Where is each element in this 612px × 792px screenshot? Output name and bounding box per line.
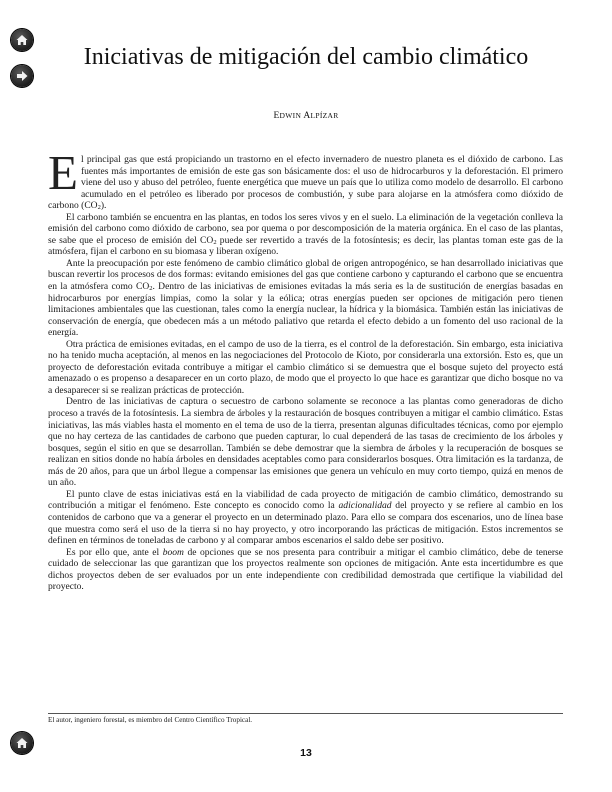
paragraph-5: Dentro de las iniciativas de captura o secuestro de carbono solamente se reconoce a las plantas como generadoras de dicho proceso a través de la fotosíntesis. La siembra de árboles y la restauración de bosques contribuyen a mitigar el cambio climático. Estas iniciativas, las más viables hasta el momento en el tema de uso de la tierra, presentan algunas dificultades técnicas, como por ejemplo que no hay certeza de las cantidades de carbono que pueden capturar, lo cual dependerá de las tasas de crecimiento de los árboles y bosques, según el sitio en que se desarrollan. También se debe demostrar que la siembra de árboles y la recuperación de bosques se realizan en sitios donde no había árboles en densidades aceptables como para considerarlos bosques. Otra limitación es la tardanza, de más de 20 años, para que un árbol llegue a compensar las emisiones que genera un vehículo en muy corto tiempo, quizá en menos de un año.	[48, 396, 563, 489]
footnote-divider	[48, 713, 563, 714]
article-body	[48, 145, 564, 593]
home-button-top[interactable]	[11, 29, 33, 51]
paragraph-2: El carbono también se encuentra en las plantas, en todos los seres vivos y en el suelo. La eliminación de la vegetación conlleva la emisión del carbono como dióxido de carbono, sea por quema o por descomposición de la materia orgánica. En el caso de las plantas, se sabe que el proceso de emisión del $CO_2$ puede ser revertido a través de la fotosíntesis; es decir, las plantas toman este gas de la atmósfera, fijan el carbono en su biomasa y liberan oxígeno.	[48, 211, 563, 258]
paragraph-7: Es por ello que, ante el boom de opciones que se nos presenta para contribuir a mitigar el cambio climático, debe de tenerse cuidado de seleccionar las que garantizan que los proyectos realmente son opciones de mitigación. Ante esta incertidumbre es que dichos proyectos deben de ser evaluados por un ente independiente con credibilidad demostrada que certifique la viabilidad del proyecto.	[48, 546, 563, 593]
paragraph-1: El principal gas que está propiciando un trastorno en el efecto invernadero de nuestro planeta es el dióxido de carbono. Las fuentes más importantes de emisión de este gas son básicamente dos: el uso de hidrocarburos y la deforestación. El primero viene del uso y abuso del petróleo, fuente energética que mueve un país que lo utiliza como modelo de desarrollo. El carbono acumulado en el petróleo es liberado por procesos de combustión, y sube para alojarse en la atmósfera como dióxido de carbono $(CO_2)$.	[48, 145, 563, 212]
paragraph-4: Otra práctica de emisiones evitadas, en el campo de uso de la tierra, es el control de la deforestación. Sin embargo, esta iniciativa no ha tenido mucha aceptación, al menos en las negociaciones del Protocolo de Kioto, por considerarla una extorsión. Esto es, que un proyecto de deforestación evitada contribuye a mitigar el cambio climático si se demuestra que el bosque sujeto del proyecto está amenazado o es propenso a desaparecer en un corto plazo, de modo que el proyecto lo que hace es garantizar que dicho bosque no va a desaparecer si se realizan prácticas de protección.	[48, 338, 563, 396]
arrow-right-icon	[15, 69, 29, 83]
drop-cap: E	[48, 145, 78, 200]
paragraph-6: El punto clave de estas iniciativas está en la viabilidad de cada proyecto de mitigación de cambio climático, demostrando su contribución a mitigar el fenómeno. Este concepto es conocido como la adicionalidad del proyecto y se refiere al cambio en los contenidos de carbono que va a generar el proyecto en un determinado plazo. Para ello se compara dos escenarios, uno de línea base que muestra como será el uso de la tierra si no hay proyecto, y otro incorporando las prácticas de mitigación. Estos incrementos se definen en términos de toneladas de carbono y al comparar ambos escenarios el saldo debe ser positivo.	[48, 488, 563, 547]
footnote: El autor, ingeniero forestal, es miembro del Centro Científico Tropical.	[48, 716, 253, 724]
next-page-button[interactable]	[11, 65, 33, 87]
paragraph-3: Ante la preocupación por este fenómeno de cambio climático global de origen antropogénico, se han desarrollado iniciativas que buscan revertir los procesos de dos formas: evitando emisiones del gas que contiene carbono y capturando el carbono que se encuentra en la atmósfera como $CO_2$. Dentro de las iniciativas de emisiones evitadas la más seria es la de sustitución de energías basadas en hidrocarburos por energías limpias, como la solar y la eólica; otras energías pueden ser opciones de mitigación pero tienen limitaciones ambientales que las cuestionan, tales como la energía nuclear, la hídrica y la biomásica. También están las iniciativas de conservación de energía, que obedecen más a un método paliativo que retarda el efecto debido a un fomento del uso racional de la energía.	[48, 257, 564, 339]
page-number: 13	[300, 747, 312, 759]
article-title: Iniciativas de mitigación del cambio climático	[83, 44, 529, 70]
article-author: EDWIN ALPÍZAR	[273, 111, 339, 121]
home-icon	[15, 33, 29, 47]
